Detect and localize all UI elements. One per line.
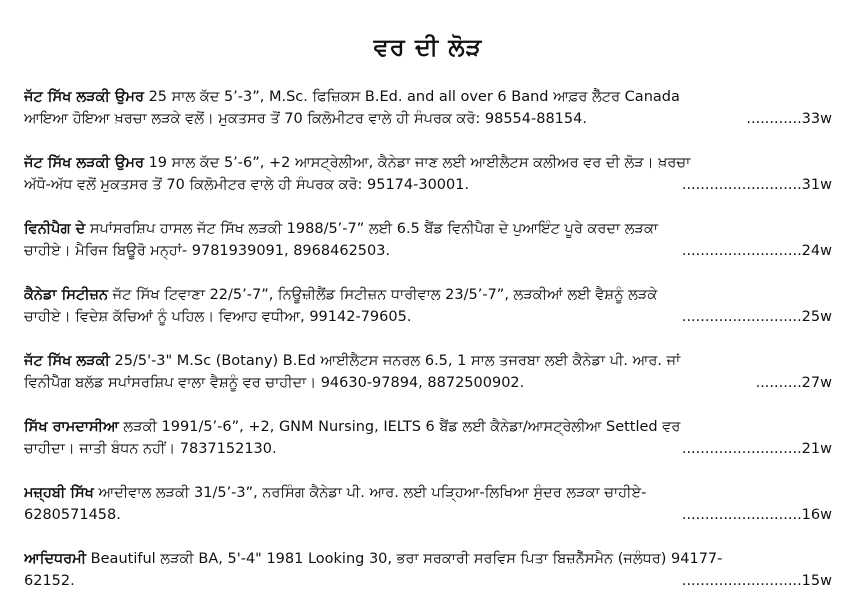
ad-lead: ਸਿੱਖ ਰਾਮਦਾਸੀਆ (24, 419, 119, 435)
ad-line-1 (24, 548, 832, 570)
ad-text: ਆਦੀਵਾਲ ਲੜਕੀ 31/5’-3”, ਨਰਸਿੰਗ ਕੈਨੇਡਾ ਪੀ. ਆਰ. ਲਈ ਪੜ੍ਹਿਆ-ਲਿਖਿਆ ਸੁੰਦਰ ਲੜਕਾ ਚਾਹੀਏ- (93, 485, 647, 501)
ads-list (24, 86, 832, 592)
ad-text: ਅੱਧੋ-ਅੱਧ ਵਲੋਂ ਮੁਕਤਸਰ ਤੋਂ 70 ਕਿਲੋਮੀਟਰ ਵਾਲੇ ਹੀ ਸੰਪਰਕ ਕਰੋ: 95174-30001. (24, 177, 470, 193)
ad-lead: ਵਿਨੀਪੈਗ ਦੇ (24, 221, 86, 237)
ad-text: Beautiful ਲੜਕੀ BA, 5'-4" 1981 Looking 30, ਭਰਾ ਸਰਕਾਰੀ ਸਰਵਿਸ ਪਿਤਾ ਬਿਜ਼ਨੈੱਸਮੈਨ (ਜਲੰਧਰ) 94177- (86, 551, 723, 567)
ad-lead: ਆਦਿਧਰਮੀ (24, 551, 87, 567)
ad-item-1 (24, 86, 832, 130)
page-title: ਵਰ ਦੀ ਲੋੜ (373, 33, 483, 61)
ad-text: ਲੜਕੀ 1991/5’-6”, +2, GNM Nursing, IELTS 6 ਬੈਂਡ ਲਈ ਕੈਨੇਡਾ/ਆਸਟ੍ਰੇਲੀਆ Settled ਵਰ (118, 419, 681, 435)
ad-text: ਚਾਹੀਦਾ। ਜਾਤੀ ਬੰਧਨ ਨਹੀਂ। 7837152130. (24, 441, 277, 457)
ad-line-2 (24, 108, 832, 130)
ad-code: ..........................15w (681, 573, 832, 589)
ad-text: 62152. (24, 573, 75, 589)
ad-text: ਆਇਆ ਹੋਇਆ ਖ਼ਰਚਾ ਲੜਕੇ ਵਲੋਂ। ਮੁਕਤਸਰ ਤੋਂ 70 ਕਿਲੋਮੀਟਰ ਵਾਲੇ ਹੀ ਸੰਪਰਕ ਕਰੋ: 98554-88154. (24, 111, 587, 127)
ad-lead: ਕੈਨੇਡਾ ਸਿਟੀਜ਼ਨ (24, 287, 109, 303)
ad-item-8 (24, 548, 832, 592)
ad-code: ..........................21w (681, 441, 832, 457)
ad-lead: ਜੱਟ ਸਿੱਖ ਲੜਕੀ ਉਮਰ (24, 89, 144, 105)
ad-line-1 (24, 86, 832, 108)
ad-line-2 (24, 174, 832, 196)
ad-line-2 (24, 306, 832, 328)
ad-item-2 (24, 152, 832, 196)
ad-code: ..........................25w (681, 309, 832, 325)
ad-text: ਚਾਹੀਏ। ਮੈਰਿਜ ਬਿਊਰੋ ਮਨ੍ਹਾਂ- 9781939091, 8968462503. (24, 243, 391, 259)
ad-item-7 (24, 482, 832, 526)
ad-item-6 (24, 416, 832, 460)
ad-text: ਚਾਹੀਏ। ਵਿਦੇਸ਼ ਕੱਚਿਆਂ ਨੂੰ ਪਹਿਲ। ਵਿਆਹ ਵਧੀਆ, 99142-79605. (24, 309, 412, 325)
ad-line-1 (24, 482, 832, 504)
ad-line-2 (24, 372, 832, 394)
ad-text: 19 ਸਾਲ ਕੱਦ 5’-6”, +2 ਆਸਟ੍ਰੇਲੀਆ, ਕੈਨੇਡਾ ਜਾਣ ਲਈ ਆਈਲੈਟਸ ਕਲੀਅਰ ਵਰ ਦੀ ਲੋੜ। ਖ਼ਰਚਾ (143, 155, 691, 171)
ad-lead: ਜੱਟ ਸਿੱਖ ਲੜਕੀ (24, 353, 110, 369)
ad-line-1 (24, 416, 832, 438)
ad-item-5 (24, 350, 832, 394)
ad-line-1 (24, 218, 832, 240)
ad-text: ਜੱਟ ਸਿੱਖ ਟਿਵਾਣਾ 22/5’-7”, ਨਿਊਜ਼ੀਲੈਂਡ ਸਿਟੀਜ਼ਨ ਧਾਰੀਵਾਲ 23/5’-7”, ਲੜਕੀਆਂ ਲਈ ਵੈਸ਼ਨੂੰ ਲੜਕੇ (108, 287, 658, 303)
ad-line-2 (24, 504, 832, 526)
ad-lead: ਮਜ਼੍ਹਬੀ ਸਿੱਖ (24, 485, 94, 501)
ad-text: ਸਪਾਂਸਰਸ਼ਿਪ ਹਾਸਲ ਜੱਟ ਸਿੱਖ ਲੜਕੀ 1988/5’-7” ਲਈ 6.5 ਬੈਂਡ ਵਿਨੀਪੈਗ ਦੇ ਪੁਆਇੰਟ ਪੂਰੇ ਕਰਦਾ ਲੜਕਾ (85, 221, 659, 237)
ad-code: ............33w (746, 111, 832, 127)
ad-item-4 (24, 284, 832, 328)
ad-text: ਵਿਨੀਪੈੱਗ ਬਲੱਡ ਸਪਾਂਸਰਸ਼ਿਪ ਵਾਲਾ ਵੈਸ਼ਨੂੰ ਵਰ ਚਾਹੀਦਾ। 94630-97894, 8872500902. (24, 375, 525, 391)
ad-text: 25/5'-3" M.Sc (Botany) B.Ed ਆਈਲੈਟਸ ਜਨਰਲ 6.5, 1 ਸਾਲ ਤਜਰਬਾ ਲਈ ਕੈਨੇਡਾ ਪੀ. ਆਰ. ਜਾਂ (109, 353, 681, 369)
ad-code: ..........27w (755, 375, 832, 391)
ad-code: ..........................16w (681, 507, 832, 523)
ad-line-1 (24, 152, 832, 174)
ad-line-2 (24, 240, 832, 262)
ad-text: 6280571458. (24, 507, 121, 523)
ad-line-2 (24, 570, 832, 592)
ad-line-1 (24, 350, 832, 372)
ad-text: 25 ਸਾਲ ਕੱਦ 5’-3”, M.Sc. ਫਿਜ਼ਿਕਸ B.Ed. and all over 6 Band ਆਫ਼ਰ ਲੈੱਟਰ Canada (143, 89, 680, 105)
ad-item-3 (24, 218, 832, 262)
ad-code: ..........................31w (681, 177, 832, 193)
ad-line-2 (24, 438, 832, 460)
ad-line-1 (24, 284, 832, 306)
ad-code: ..........................24w (681, 243, 832, 259)
ad-lead: ਜੱਟ ਸਿੱਖ ਲੜਕੀ ਉਮਰ (24, 155, 144, 171)
